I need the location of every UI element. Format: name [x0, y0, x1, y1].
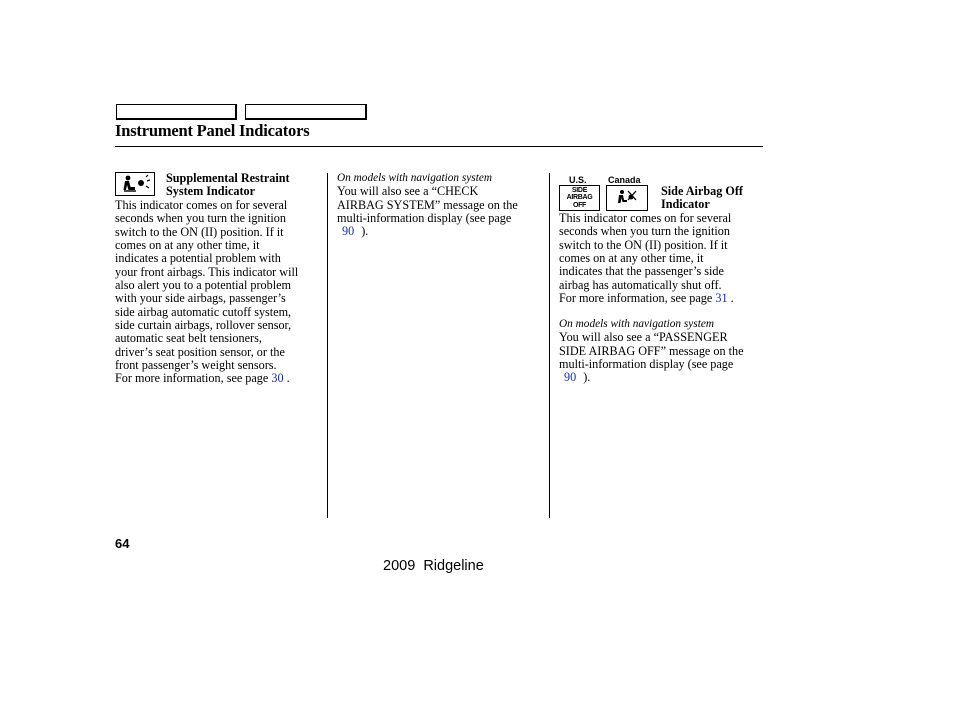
text-line: side curtain airbags, rollover sensor,	[115, 318, 292, 333]
side-airbag-nav-note	[559, 318, 763, 385]
text-line: seconds when you turn the ignition	[559, 224, 730, 239]
text-line: airbag has automatically shut off.	[559, 277, 722, 292]
page-link-31[interactable]: 31	[715, 291, 728, 306]
side-airbag-off-canada-icon	[606, 185, 648, 211]
text-line: switch to the ON (II) position. If it	[115, 224, 284, 239]
srs-body	[115, 199, 327, 386]
text-line: comes on at any other time, it	[115, 238, 260, 253]
text-line: You will also see a “CHECK	[337, 184, 479, 199]
text-line: switch to the ON (II) position. If it	[559, 237, 728, 252]
text-line: multi-information display (see page	[337, 211, 512, 226]
srs-heading: Supplemental Restraint System Indicator	[166, 171, 290, 199]
side-airbag-off-heading: Side Airbag Off Indicator	[661, 184, 743, 212]
text-line: This indicator comes on for several	[559, 211, 732, 225]
nav-tab-box-1[interactable]	[116, 104, 237, 120]
text-line: automatic seat belt tensioners,	[115, 331, 262, 346]
side-airbag-off-us-icon: SIDE AIRBAG OFF	[559, 185, 600, 211]
nav-note: On models with navigation system	[337, 172, 493, 184]
canada-label: Canada	[608, 175, 641, 185]
column-divider-1	[327, 173, 328, 518]
text-line: For more information, see page 30 .	[115, 371, 290, 386]
text-line: For more information, see page 31 .	[559, 291, 734, 306]
text-line: You will also see a “PASSENGER	[559, 330, 728, 345]
page-link-30[interactable]: 30	[271, 371, 284, 386]
text-line: 90 ).	[564, 370, 591, 385]
text-line: indicates that the passenger’s side	[559, 264, 724, 279]
text-line: SIDE AIRBAG OFF” message on the	[559, 343, 744, 358]
text-line: driver’s seat position sensor, or the	[115, 344, 285, 359]
nav-note: On models with navigation system	[559, 318, 715, 330]
text-line: front passenger’s weight sensors.	[115, 358, 277, 373]
text-line: AIRBAG SYSTEM” message on the	[337, 197, 518, 212]
title-rule	[115, 146, 763, 147]
srs-indicator-icon	[115, 172, 155, 196]
text-line: This indicator comes on for several	[115, 198, 288, 212]
side-airbag-off-body	[559, 212, 763, 305]
column-divider-2	[549, 173, 550, 518]
text-line: indicates a potential problem with	[115, 251, 281, 266]
nav-note-column-2	[337, 172, 549, 239]
text-line: your front airbags. This indicator will	[115, 264, 299, 279]
model-footer: 2009 Ridgeline	[383, 558, 484, 574]
us-label: U.S.	[569, 175, 587, 185]
text-line: with your side airbags, passenger’s	[115, 291, 286, 306]
text-line: multi-information display (see page	[559, 357, 734, 372]
page-number: 64	[115, 536, 130, 551]
section-title: Instrument Panel Indicators	[115, 121, 310, 140]
text-line: side airbag automatic cutoff system,	[115, 304, 292, 319]
nav-tab-box-2[interactable]	[245, 104, 367, 120]
page-link-90[interactable]: 90	[564, 370, 577, 385]
page-link-90[interactable]: 90	[342, 224, 355, 239]
text-line: comes on at any other time, it	[559, 251, 704, 266]
text-line: also alert you to a potential problem	[115, 278, 291, 293]
text-line: 90 ).	[342, 224, 369, 239]
text-line: seconds when you turn the ignition	[115, 211, 286, 226]
